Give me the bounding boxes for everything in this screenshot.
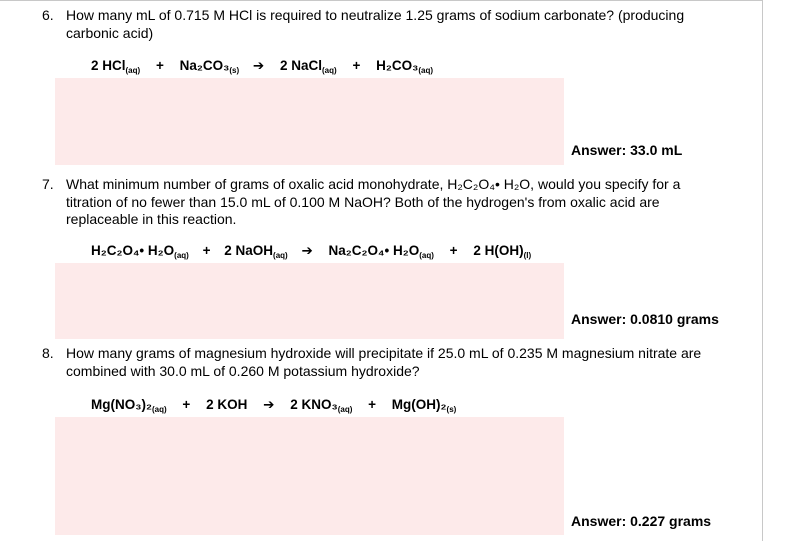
q8-product-2: Mg(OH)₂ [391,397,447,412]
q8-product-2-state: (s) [446,405,457,414]
question-6-work-area[interactable] [55,78,564,165]
q8-plus-1: + [182,397,191,412]
q7-reactant-2-state: (aq) [273,251,288,260]
q8-reactant-2: 2 KOH [206,397,248,412]
q6-reactant-1-state: (aq) [125,66,141,75]
q7-reactant-2: 2 NaOH [224,243,274,258]
q6-product-2: H₂CO₃ [376,58,419,73]
q7-product-2: 2 H(OH) [473,243,524,258]
q6-plus-1: + [155,58,164,73]
q8-arrow-icon: ➔ [263,397,275,412]
q7-reactant-1-state: (aq) [174,251,189,260]
question-8-work-area[interactable] [55,417,564,535]
q8-product-1: 2 KNO₃ [290,397,338,412]
q6-product-1-state: (aq) [322,66,337,75]
q8-reactant-1: Mg(NO₃)₂ [91,397,152,412]
page-top-border [0,0,762,1]
q7-reactant-1: H₂C₂O₄• H₂O [91,243,175,258]
q8-reactant-1-state: (aq) [151,405,167,414]
question-8-answer: Answer: 0.227 grams [571,513,712,529]
question-6-number: 6. [42,7,54,23]
q6-reactant-1: 2 HCl [91,58,126,73]
question-7-answer: Answer: 0.0810 grams [571,311,719,327]
q6-reactant-2-state: (s) [229,66,240,75]
q7-plus-2: + [449,243,458,258]
question-8-number: 8. [42,345,54,361]
q8-plus-2: + [368,397,377,412]
q6-arrow-icon: ➔ [252,58,265,73]
page-right-border [762,0,763,541]
q6-product-1: 2 NaCl [279,58,323,73]
question-7-equation [91,242,531,261]
q6-product-2-state: (aq) [418,66,434,75]
question-7-text: What minimum number of grams of oxalic acid monohydrate, H₂C₂O₄• H₂O, would you specify for a titration of no fewer than 15.0 mL of 0.100 M NaOH? Both of the hydrogen's from oxalic acid are replaceable in this reaction. [66,176,681,227]
q8-product-1-state: (aq) [337,405,353,414]
q6-plus-2: + [352,58,361,73]
q7-product-1-state: (aq) [419,251,434,260]
question-7-number: 7. [42,176,54,192]
q7-product-2-state: (l) [523,251,532,260]
question-6-equation [91,57,433,76]
question-7-work-area[interactable] [55,263,564,339]
q7-product-1: Na₂C₂O₄• H₂O [328,243,420,258]
question-6-text: How many mL of 0.715 M HCl is required to neutralize 1.25 grams of sodium carbonate? (producing carbonic acid) [66,7,685,41]
question-8-text: How many grams of magnesium hydroxide will precipitate if 25.0 mL of 0.235 M magnesium nitrate are combined with 30.0 mL of 0.260 M potassium hydroxide? [66,345,702,379]
q7-plus-1: + [202,243,211,258]
question-6-answer: Answer: 33.0 mL [571,142,683,158]
q6-reactant-2: Na₂CO₃ [179,58,230,73]
question-8-equation [91,396,456,415]
q7-arrow-icon: ➔ [301,243,313,258]
